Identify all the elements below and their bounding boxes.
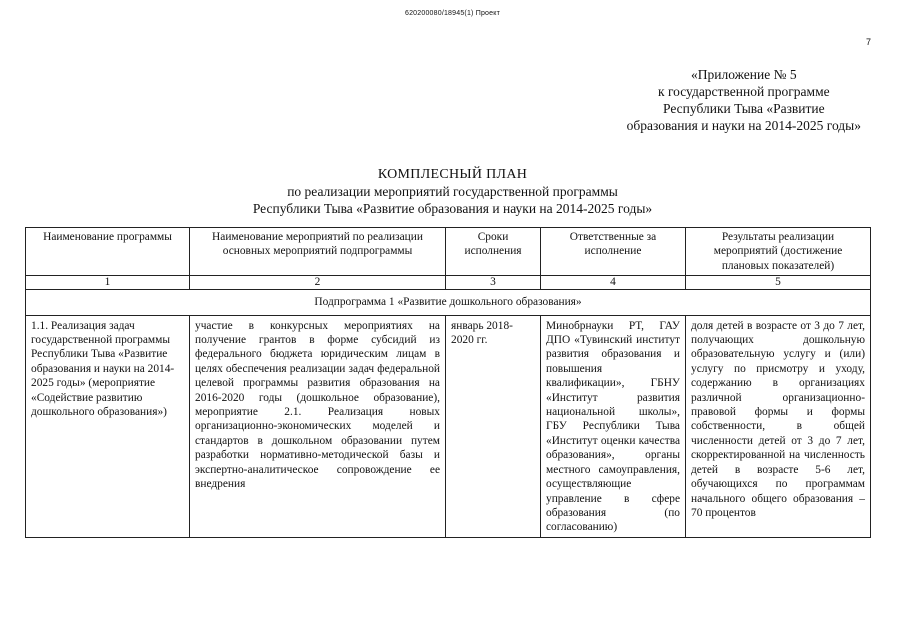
- header-terms: Сроки исполнения: [446, 228, 541, 276]
- header-program: Наименование программы: [26, 228, 190, 276]
- column-number-row: [26, 276, 871, 290]
- column-number: 5: [686, 276, 871, 290]
- subprogram-title: Подпрограмма 1 «Развитие дошкольного образования»: [26, 290, 871, 315]
- page-number: 7: [866, 37, 872, 47]
- appendix-line: к государственной программе: [658, 84, 830, 99]
- cell-terms: январь 2018-2020 гг.: [446, 315, 541, 537]
- header-results: Результаты реализации мероприятий (достижение плановых показателей): [686, 228, 871, 276]
- appendix-line: «Приложение № 5: [691, 67, 797, 82]
- appendix-line: образования и науки на 2014-2025 годы»: [626, 118, 861, 133]
- cell-activities: участие в конкурсных мероприятиях на получение грантов в форме субсидий из федерального бюджета юридическим лицам в целях обеспечения реализации задач федеральной целевой программы развития образования на 2016-2020 годы (дошкольное образование), мероприятие 2.1. Реализация новых организационно-экономических моделей и стандартов в дошкольном образовании путем разработки нормативно-методической базы и экспертно-аналитическое сопровождение ее внедрения: [190, 315, 446, 537]
- cell-program: 1.1. Реализация задач государственной программы Республики Тыва «Развитие образования и науки на 2014-2025 годы» (мероприятие «Содействие развитию дошкольного образования»): [26, 315, 190, 537]
- appendix-block: [627, 66, 861, 134]
- title-line: по реализации мероприятий государственной программы: [287, 184, 618, 199]
- table-header-row: [26, 228, 871, 276]
- column-number: 1: [26, 276, 190, 290]
- title-main: КОМПЛЕСНЫЙ ПЛАН: [377, 167, 528, 182]
- title-line: Республики Тыва «Развитие образования и науки на 2014-2025 годы»: [252, 201, 653, 216]
- subprogram-row: [26, 290, 871, 315]
- plan-table: [25, 227, 871, 538]
- table-row: [26, 315, 871, 537]
- header-responsible: Ответственные за исполнение: [541, 228, 686, 276]
- cell-responsible: Минобрнауки РТ, ГАУ ДПО «Тувинский институт развития образования и повышения квалификации», ГБНУ «Институт развития национальной школы», ГБУ Республики Тыва «Институт оценки качества образования», органы местного самоуправления, осуществляющие управление в сфере образования (по согласованию): [541, 315, 686, 537]
- document-title: [0, 166, 905, 217]
- column-number: 2: [190, 276, 446, 290]
- column-number: 3: [446, 276, 541, 290]
- cell-results: доля детей в возрасте от 3 до 7 лет, получающих дошкольную образовательную услугу и (или) услугу по присмотру и уходу, содержанию в организациях различной организационно-правовой формы и формы собственности, в общей численности детей от 3 до 7 лет, скорректированной на численность детей в возрасте 5-6 лет, обучающихся по программам начального общего образования – 70 процентов: [686, 315, 871, 537]
- document-id: 620200080/18945(1) Проект: [404, 10, 500, 17]
- appendix-line: Республики Тыва «Развитие: [663, 101, 825, 116]
- header-activities: Наименование мероприятий по реализации основных мероприятий подпрограммы: [190, 228, 446, 276]
- column-number: 4: [541, 276, 686, 290]
